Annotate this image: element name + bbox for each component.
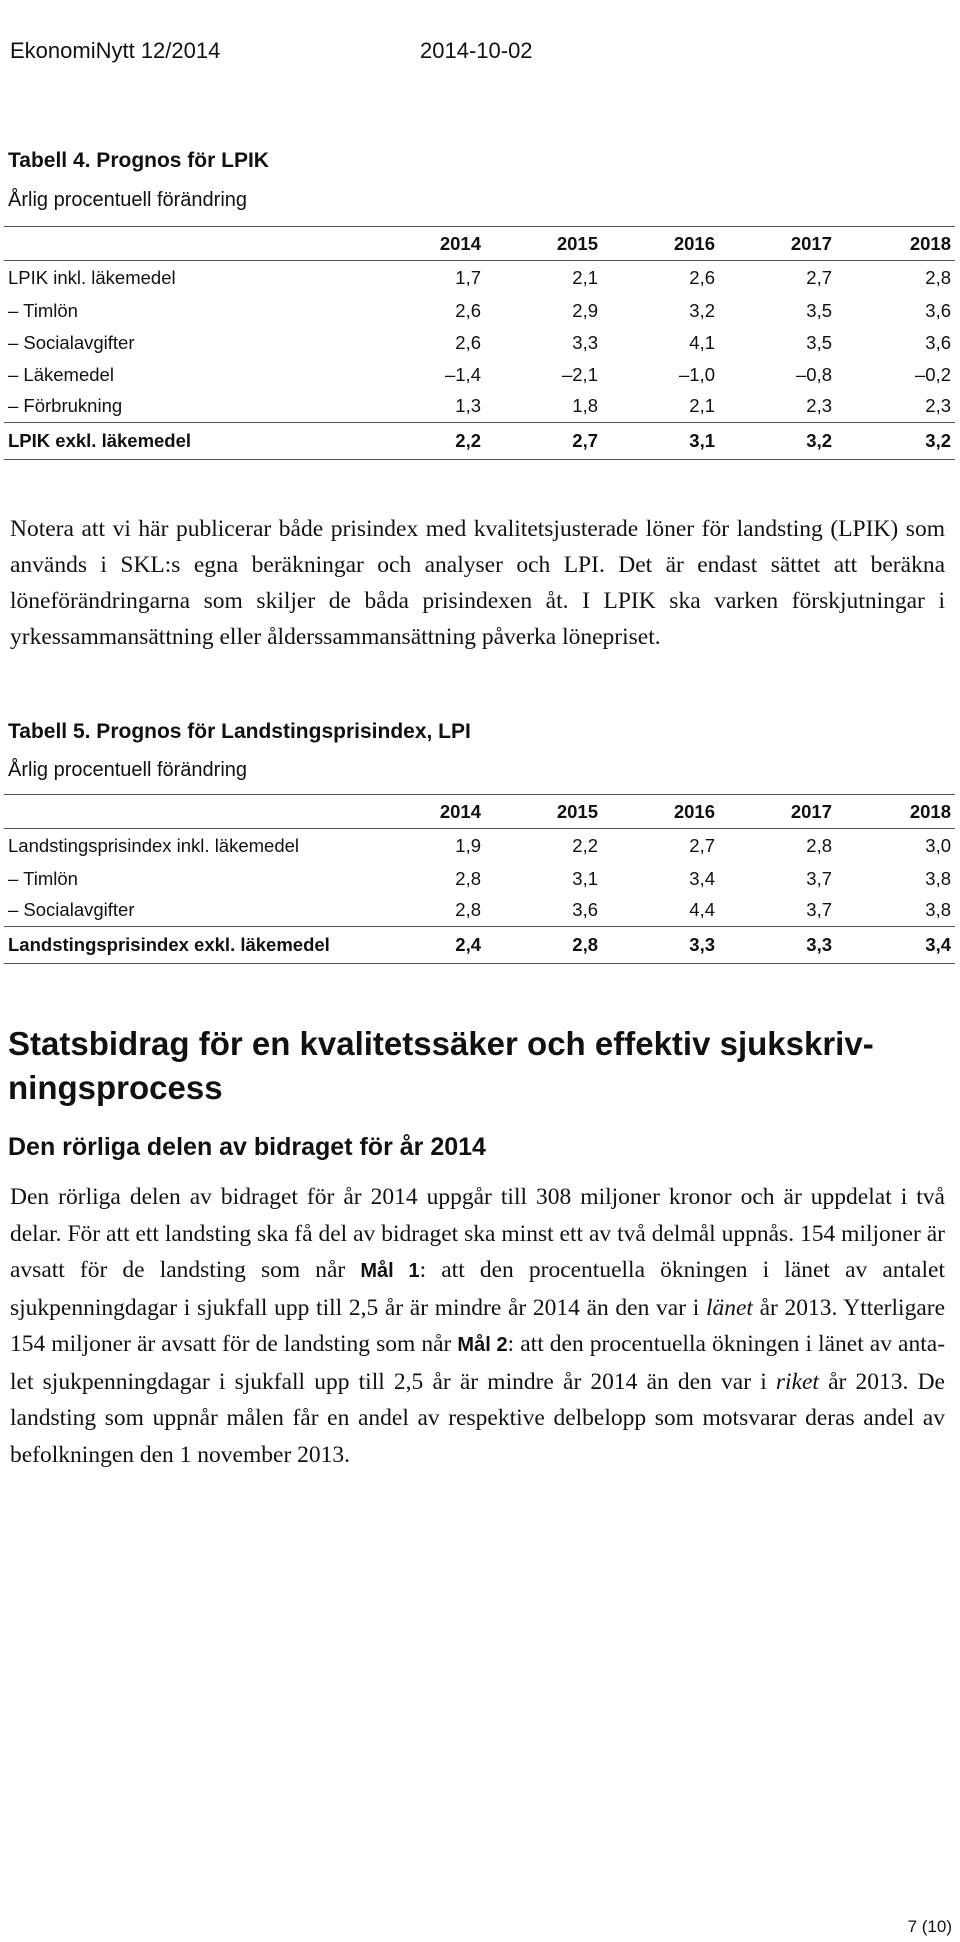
table5-header-label [4, 795, 368, 829]
note-paragraph: Notera att vi här publicerar både prisindex med kvalitetsjusterade löner för landsting (LPIK) som används i SKL:s egna beräkningar och analyser och LPI. Det är endast sättet att beräkna löneförändringarna som skiljer de båda prisindexen åt. I LPIK ska varken förskjutningar i yrkessammansättning eller ålderssammansättning påverka lönepriset. [10, 516, 945, 650]
table4-col-2018: 2018 [836, 227, 955, 261]
emphasis-lanet: länet [705, 1294, 753, 1321]
table-cell: 4,4 [689, 899, 715, 921]
table-cell: 2,3 [806, 395, 832, 417]
table5 [4, 794, 955, 964]
section-heading: Statsbidrag för en kvalitetssäker och effektiv sjukskrivningsprocess [8, 1025, 874, 1106]
table-cell: 3,8 [925, 867, 951, 889]
table5-col-2014: 2014 [368, 795, 485, 829]
section-body [10, 1179, 945, 1473]
table-cell: 3,7 [806, 899, 832, 921]
table-cell: 3,1 [602, 423, 719, 460]
table-cell: 3,7 [806, 867, 832, 889]
table-total-row [4, 423, 955, 460]
table-cell: 1,3 [455, 395, 481, 417]
table-row [4, 391, 955, 423]
table-cell: 3,6 [925, 331, 951, 353]
row-label: – Läkemedel [8, 363, 114, 385]
table4-col-2016: 2016 [602, 227, 719, 261]
publication-name: EkonomiNytt 12/2014 [10, 38, 221, 63]
table4-col-2017: 2017 [719, 227, 836, 261]
section-subheading: Den rörliga delen av bidraget för år 2014 [8, 1133, 486, 1161]
table-cell: 3,5 [806, 331, 832, 353]
row-label: – Timlön [8, 867, 78, 889]
table-cell: 2,9 [572, 299, 598, 321]
table-cell: 3,3 [602, 927, 719, 964]
table4-col-2014: 2014 [368, 227, 485, 261]
table-cell: 1,9 [455, 834, 481, 856]
table-cell: 2,6 [455, 299, 481, 321]
table-row [4, 359, 955, 391]
table5-col-2015: 2015 [485, 795, 602, 829]
table-cell: 3,8 [925, 899, 951, 921]
table-cell: 3,4 [836, 927, 955, 964]
table-cell: 2,8 [485, 927, 602, 964]
table-cell: 2,8 [455, 867, 481, 889]
table-cell: 3,2 [719, 423, 836, 460]
table-cell: 2,2 [368, 423, 485, 460]
table-cell: 2,7 [485, 423, 602, 460]
row-label: LPIK inkl. läkemedel [8, 266, 176, 288]
table-cell: 2,1 [572, 266, 598, 288]
table-cell: 3,1 [572, 867, 598, 889]
table-row [4, 295, 955, 327]
publication-date: 2014-10-02 [420, 38, 533, 63]
row-label: – Socialavgifter [8, 331, 135, 353]
table-cell: 3,6 [925, 299, 951, 321]
goal-2-label: Mål 2 [457, 1334, 508, 1356]
table-cell: 3,3 [719, 927, 836, 964]
table-cell: 2,4 [368, 927, 485, 964]
table4 [4, 226, 955, 460]
table-cell: –1,0 [678, 363, 715, 385]
table-total-row [4, 927, 955, 964]
body-text-part: Den rörliga delen av bidraget för år 2014 uppgår till 308 miljoner kronor och är uppdelat i två delar. För att ett landsting ska få del av bidraget ska minst ett av två delmål uppnås. 154 miljoner är avsatt för de landsting som når [10, 1184, 945, 1283]
table-cell: 3,2 [836, 423, 955, 460]
table-cell: 2,3 [925, 395, 951, 417]
table5-col-2018: 2018 [836, 795, 955, 829]
table-cell: 3,4 [689, 867, 715, 889]
table5-col-2016: 2016 [602, 795, 719, 829]
page-number: 7 (10) [907, 1917, 952, 1936]
table-cell: 2,8 [806, 834, 832, 856]
table-cell: 2,6 [455, 331, 481, 353]
table-cell: –1,4 [444, 363, 481, 385]
table-cell: 2,8 [455, 899, 481, 921]
body-text-part: år 2013. De landsting som uppnår målen får en andel av respektive delbelopp som motsvarar deras andel av befolkningen den 1 november 2013. [10, 1368, 945, 1468]
table-cell: 2,6 [689, 266, 715, 288]
table-cell: 2,2 [572, 834, 598, 856]
row-label: Landstingsprisindex inkl. läkemedel [8, 834, 300, 856]
table-row [4, 261, 955, 295]
table4-header-label [4, 227, 368, 261]
row-label: – Timlön [8, 299, 78, 321]
table-cell: 3,5 [806, 299, 832, 321]
body-text-part: år 2013. Ytterligare 154 miljoner är avsatt för de landsting som når [10, 1294, 945, 1357]
table4-col-2015: 2015 [485, 227, 602, 261]
table-row [4, 863, 955, 895]
table5-title: Tabell 5. Prognos för Landstingsprisindex, LPI [8, 720, 471, 743]
table-row [4, 327, 955, 359]
table-row [4, 895, 955, 927]
table-cell: 1,8 [572, 395, 598, 417]
table-cell: 2,7 [806, 266, 832, 288]
emphasis-riket: riket [775, 1368, 819, 1395]
table-cell: 3,0 [925, 834, 951, 856]
goal-1-label: Mål 1 [360, 1260, 420, 1282]
table-cell: –0,2 [914, 363, 951, 385]
row-label: Landstingsprisindex exkl. läkemedel [4, 927, 368, 964]
table-cell: 1,7 [455, 266, 481, 288]
table4-subtitle: Årlig procentuell förändring [8, 189, 248, 211]
table-row [4, 829, 955, 863]
row-label: LPIK exkl. läkemedel [4, 423, 368, 460]
body-text-part: : att den procentuella ökningen i länet av antalet sjukpenningdagar i sjukfall upp till 2,5 år är mindre år 2014 än den var i [10, 1257, 945, 1321]
table5-col-2017: 2017 [719, 795, 836, 829]
table-cell: –0,8 [795, 363, 832, 385]
table-cell: 2,7 [689, 834, 715, 856]
table5-subtitle: Årlig procentuell förändring [8, 759, 248, 781]
row-label: – Förbrukning [8, 395, 123, 417]
table-cell: –2,1 [561, 363, 598, 385]
table-cell: 3,2 [689, 299, 715, 321]
table-cell: 2,8 [925, 266, 951, 288]
table4-title: Tabell 4. Prognos för LPIK [8, 149, 269, 172]
table-cell: 4,1 [689, 331, 715, 353]
table-cell: 2,1 [689, 395, 715, 417]
row-label: – Socialavgifter [8, 899, 135, 921]
table-cell: 3,6 [572, 899, 598, 921]
body-text-part: : att den procentuella ökningen i länet av antalet sjukpenningdagar i sjukfall upp till 2,5 år är mindre år 2014 än den var i [10, 1331, 946, 1395]
table-cell: 3,3 [572, 331, 598, 353]
